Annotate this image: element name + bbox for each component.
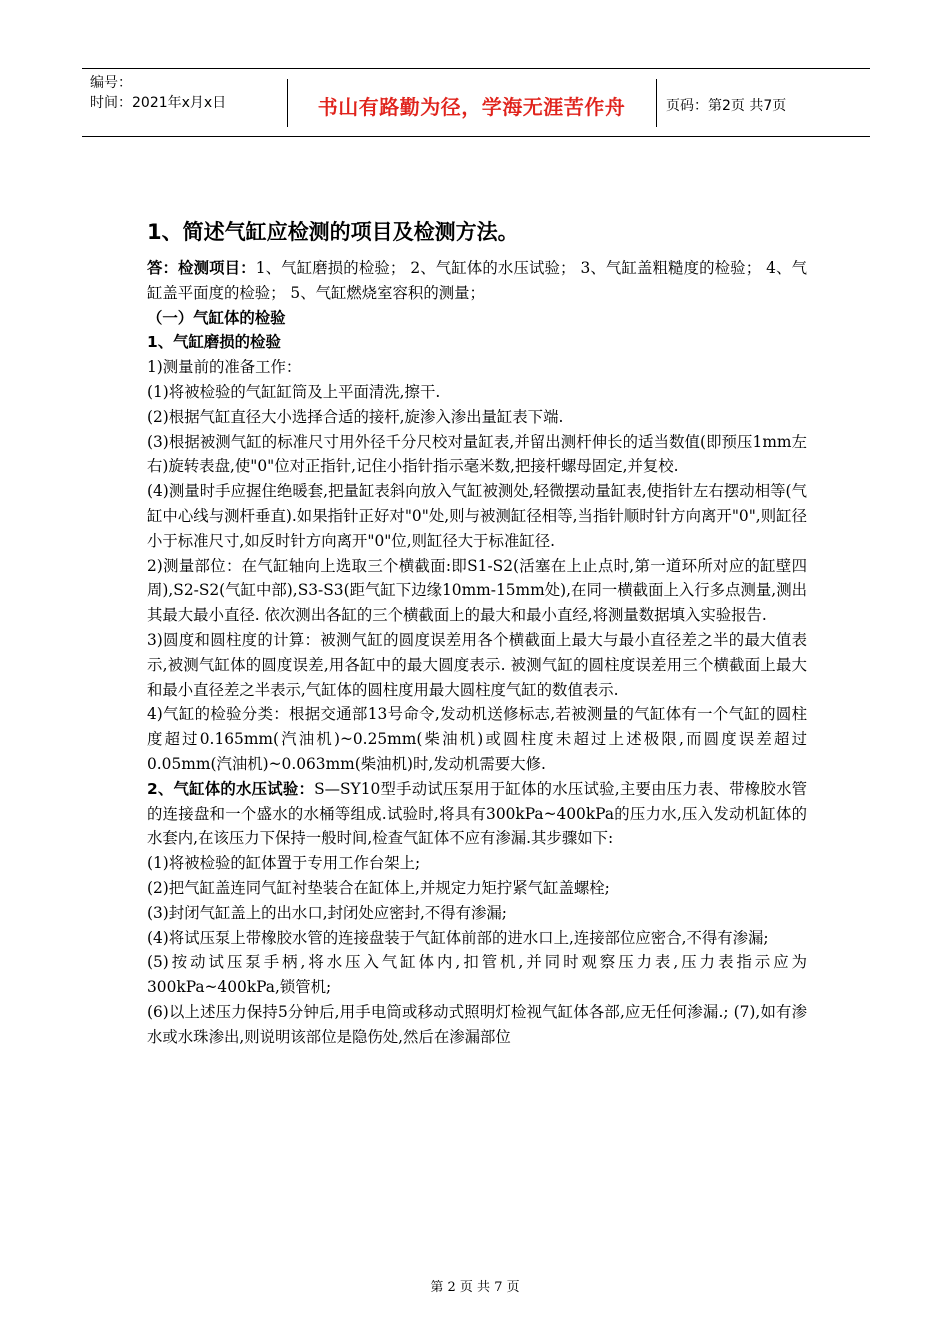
step-item: (6)以上述压力保持5分钟后,用手电筒或移动式照明灯检视气缸体各部,应无任何渗漏.; (7),如有渗水或水珠渗出,则说明该部位是隐伤处,然后在渗漏部位 <box>147 1002 807 1046</box>
answer-lead: 答：检测项目： <box>147 259 256 277</box>
section2-paragraph <box>147 777 807 851</box>
step-item: (2)把气缸盖连同气缸衬垫装合在缸体上,并规定力矩拧紧气缸盖螺栓; <box>147 878 610 897</box>
question-title: 1、简述气缸应检测的项目及检测方法。 <box>147 220 519 244</box>
step-item: (3)封闭气缸盖上的出水口,封闭处应密封,不得有渗漏; <box>147 903 507 922</box>
page-footer: 第 2 页 共 7 页 <box>430 1280 520 1295</box>
document-number-label: 编号： <box>90 75 132 91</box>
answer-paragraph <box>147 256 807 306</box>
paragraph: (1)将被检验的气缸缸筒及上平面清洗,擦干. <box>147 382 441 401</box>
paragraph: 1)测量前的准备工作： <box>147 358 302 377</box>
paragraph: (2)根据气缸直径大小选择合适的接杆,旋渗入渗出量缸表下端. <box>147 407 564 426</box>
section1-subtitle: 1、气缸磨损的检验 <box>147 333 281 352</box>
step-item: (5)按动试压泵手柄,将水压入气缸体内,扣管机,并同时观察压力表,压力表指示应为300kPa~400kPa,锁管机; <box>147 953 807 997</box>
page-header <box>82 68 870 137</box>
paragraph: 4)气缸的检验分类：根据交通部13号命令,发动机送修标志,若被测量的气缸体有一个气缸的圆柱度超过0.165mm(汽油机)~0.25mm(柴油机)或圆柱度未超过上述极限,而圆度误差超过0.05mm(汽油机)~0.063mm(柴油机)时,发动机需要大修. <box>147 705 807 773</box>
paragraph: (4)测量时手应握住绝暖套,把量缸表斜向放入气缸被测处,轻微摆动量缸表,使指针左右摆动相等(气缸中心线与测杆垂直).如果指针正好对"0"处,则与被测缸径相等,当指针顺时针方向离开"0",则缸径小于标准尺寸,如反时针方向离开"0"位,则缸径大于标准缸径. <box>147 482 807 550</box>
paragraph: (3)根据被测气缸的标准尺寸用外径千分尺校对量缸表,并留出测杆伸长的适当数值(即预压1mm左右)旋转表盘,使"0"位对正指针,记住小指针指示毫米数,把接杆螺母固定,并复校. <box>147 432 807 476</box>
step-item: (4)将试压泵上带橡胶水管的连接盘装于气缸体前部的进水口上,连接部位应密合,不得有渗漏; <box>147 928 769 947</box>
paragraph: 2)测量部位：在气缸轴向上选取三个横截面:即S1-S2(活塞在上止点时,第一道环所对应的缸壁四周),S2-S2(气缸中部),S3-S3(距气缸下边缘10mm-15mm处),在同一横截面上入行多点测量,测出其最大最小直径. 依次测出各缸的三个横截面上的最大和最小直经,将测量数据填入实验报告. <box>147 556 807 625</box>
answer-items: 1、气缸磨损的检验； 2、气缸体的水压试验； 3、气缸盖粗糙度的检验； 4、气缸盖平面度的检验； 5、气缸燃烧室容积的测量； <box>147 259 807 302</box>
header-meta <box>90 73 285 113</box>
step-item: (1)将被检验的缸体置于专用工作台架上; <box>147 854 421 873</box>
document-body <box>147 218 807 1050</box>
document-date: 时间：2021年x月x日 <box>90 95 227 111</box>
section1-title: （一）气缸体的检验 <box>147 308 286 327</box>
section2-intro: S—SY10型手动试压泵用于缸体的水压试验,主要由压力表、带橡胶水管的连接盘和一个盛水的水桶等组成.试验时,将具有300kPa~400kPa的压力水,压入发动机缸体的水套内,在该压力下保持一般时间,检查气缸体不应有渗漏.其步骤如下: <box>147 779 807 848</box>
paragraph: 3)圆度和圆柱度的计算：被测气缸的圆度误差用各个横截面上最大与最小直径差之半的最大值表示,被测气缸体的圆度误差,用各缸中的最大圆度表示. 被测气缸的圆柱度误差用三个横截面上最大和最小直径差之半表示,气缸体的圆柱度用最大圆柱度气缸的数值表示. <box>147 630 807 699</box>
header-divider-right <box>656 79 657 127</box>
header-motto: 书山有路勤为径，学海无涯苦作舟 <box>317 95 626 119</box>
header-page-info: 页码：第2页 共7页 <box>666 98 787 114</box>
section2-title: 2、气缸体的水压试验： <box>147 779 315 798</box>
